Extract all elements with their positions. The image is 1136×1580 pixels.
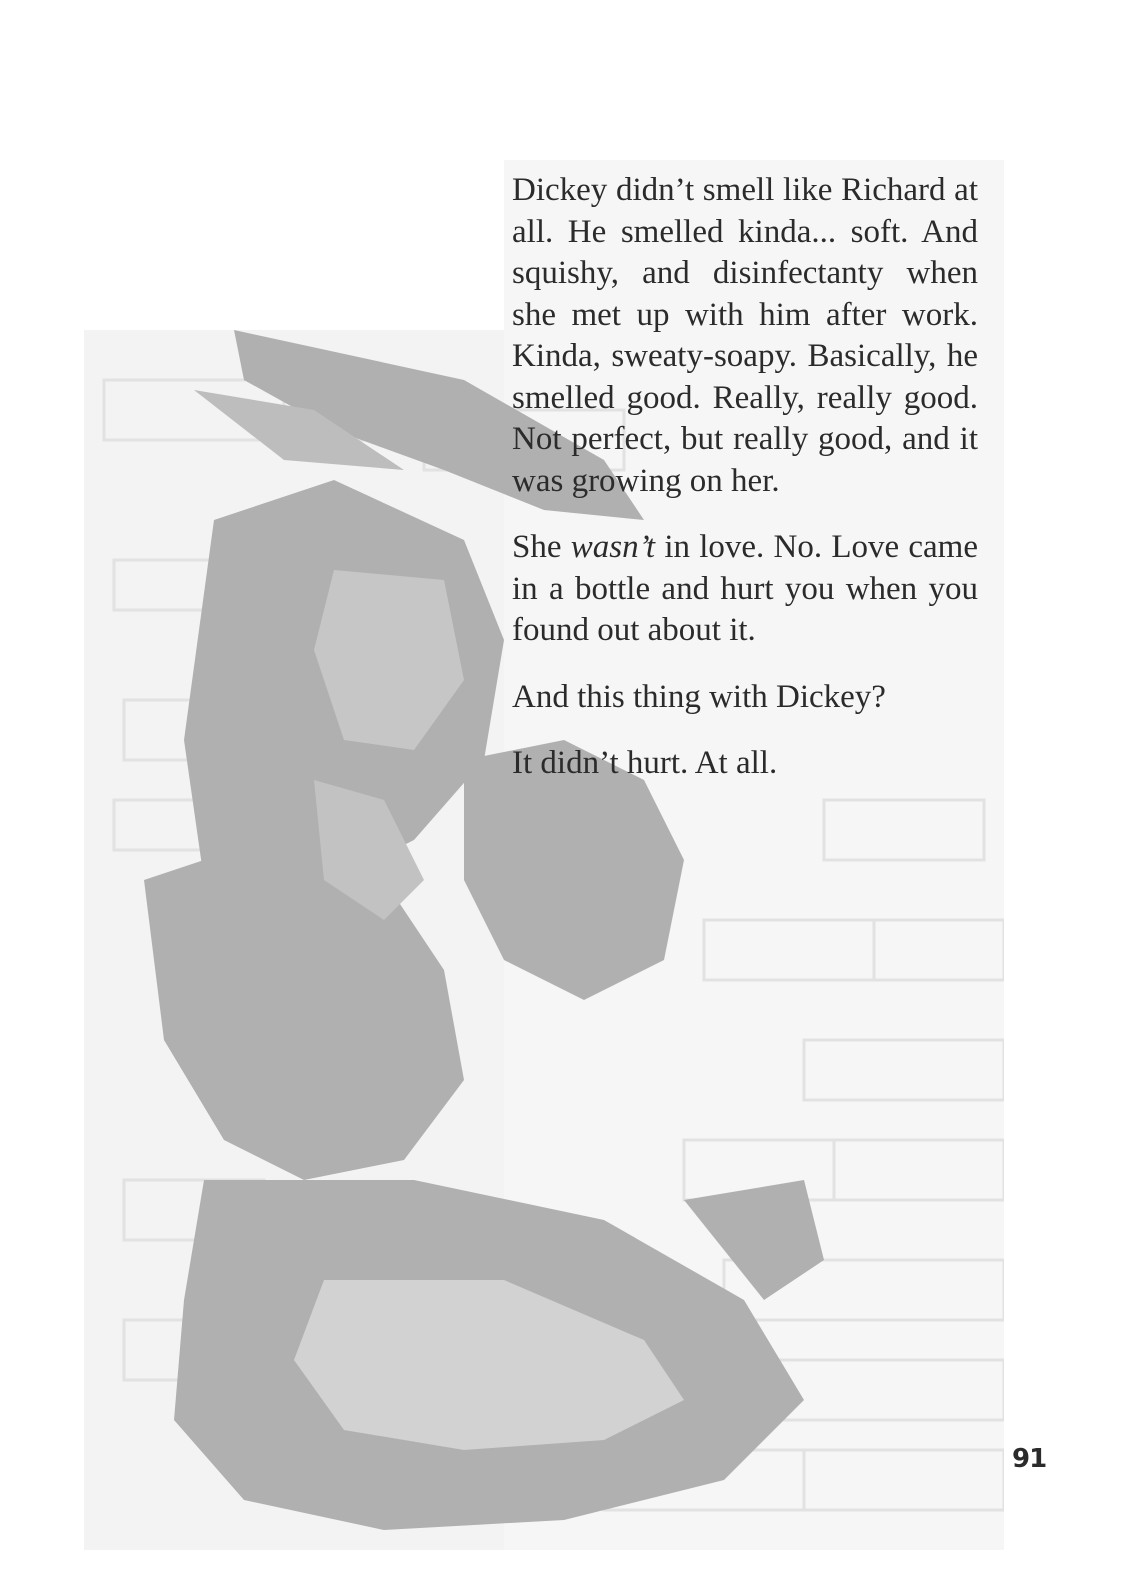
paragraph-2 — [512, 527, 978, 652]
story-text — [512, 170, 978, 810]
paragraph-1: Dickey didn’t smell like Richard at all. He smelled kinda... soft. And squishy, and disinfectanty when she met up with him after work. Kinda, sweaty-soapy. Basically, he smelled good. Really, really good. Not perfect, but really good, and it was growing on her. — [512, 172, 978, 499]
paragraph-2-emphasis: wasn’t — [570, 529, 656, 565]
paragraph-4: It didn’t hurt. At all. — [512, 745, 778, 781]
page-number: 91 — [1012, 1444, 1047, 1474]
paragraph-2-start: She — [512, 529, 571, 565]
paragraph-2-end: in love. No. Love came in a bottle and hurt you when you found out about it. — [512, 529, 978, 648]
paragraph-3: And this thing with Dickey? — [512, 678, 886, 715]
